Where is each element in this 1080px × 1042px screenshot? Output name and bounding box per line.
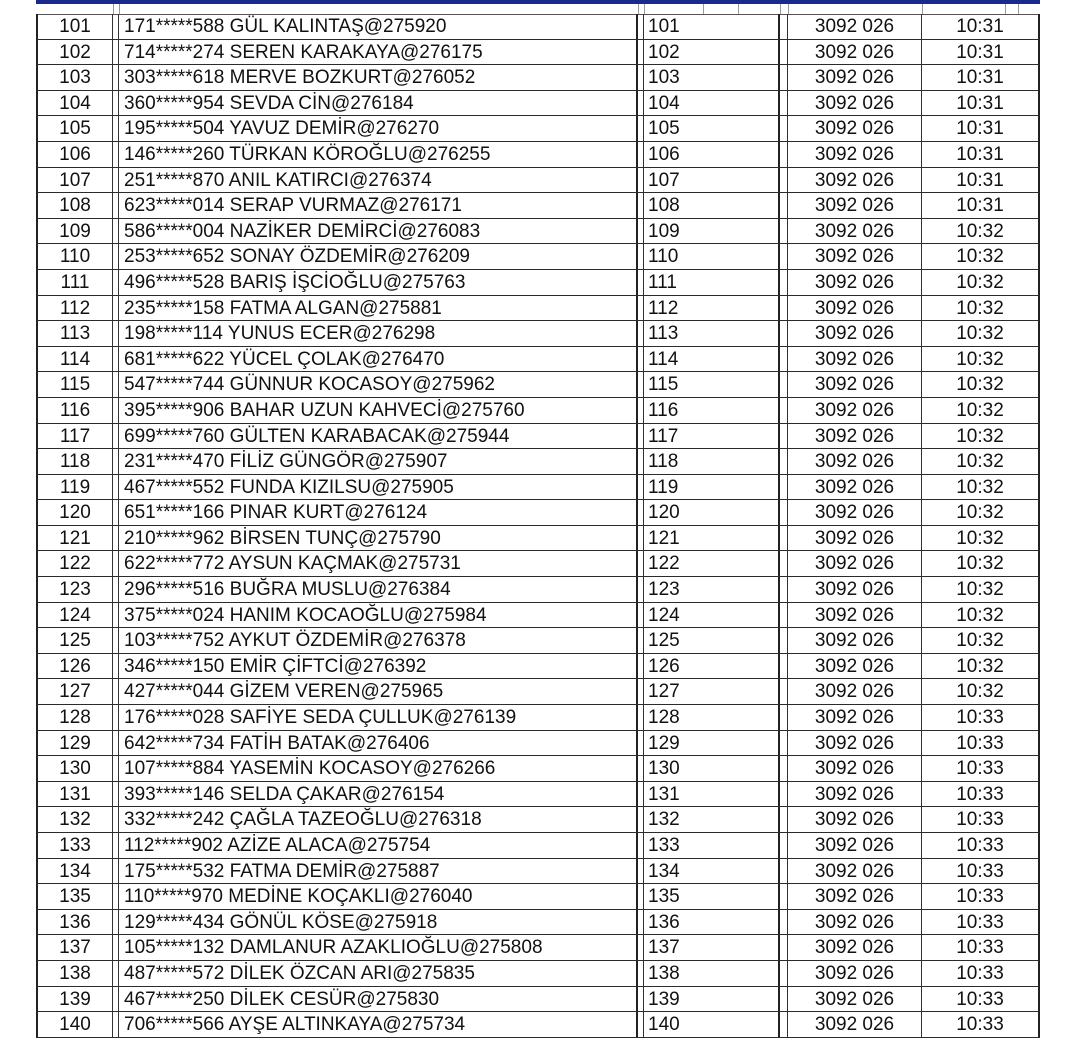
person-entry: 395*****906 BAHAR UZUN KAHVECİ@275760 (119, 398, 638, 424)
cell-spacer (780, 910, 788, 936)
time-value: 10:31 (922, 14, 1040, 40)
row-number: 105 (36, 116, 113, 142)
row-number: 124 (36, 603, 113, 629)
row-number: 112 (36, 296, 113, 322)
row-number: 106 (36, 142, 113, 168)
person-entry: 360*****954 SEVDA CİN@276184 (119, 91, 638, 117)
person-entry: 586*****004 NAZİKER DEMİRCİ@276083 (119, 219, 638, 245)
location-code: 3092 026 (788, 398, 922, 424)
person-entry: 176*****028 SAFİYE SEDA ÇULLUK@276139 (119, 705, 638, 731)
time-value: 10:32 (922, 577, 1040, 603)
row-number: 134 (36, 859, 113, 885)
results-table (36, 14, 1040, 1038)
location-code: 3092 026 (788, 296, 922, 322)
cell-spacer (780, 193, 788, 219)
person-entry: 681*****622 YÜCEL ÇOLAK@276470 (119, 347, 638, 373)
time-value: 10:32 (922, 475, 1040, 501)
table-row (36, 731, 1040, 757)
location-code: 3092 026 (788, 833, 922, 859)
table-row (36, 961, 1040, 987)
person-entry: 296*****516 BUĞRA MUSLU@276384 (119, 577, 638, 603)
table-row (36, 398, 1040, 424)
row-number: 121 (36, 526, 113, 552)
cell-spacer (780, 961, 788, 987)
location-code: 3092 026 (788, 500, 922, 526)
person-entry: 210*****962 BİRSEN TUNÇ@275790 (119, 526, 638, 552)
cell-spacer (780, 731, 788, 757)
row-number: 104 (36, 91, 113, 117)
person-entry: 547*****744 GÜNNUR KOCASOY@275962 (119, 372, 638, 398)
person-entry: 651*****166 PINAR KURT@276124 (119, 500, 638, 526)
sequence-number: 114 (644, 347, 780, 373)
location-code: 3092 026 (788, 321, 922, 347)
table-row (36, 782, 1040, 808)
sequence-number: 110 (644, 244, 780, 270)
person-entry: 171*****588 GÜL KALINTAŞ@275920 (119, 14, 638, 40)
location-code: 3092 026 (788, 756, 922, 782)
person-entry: 706*****566 AYŞE ALTINKAYA@275734 (119, 1012, 638, 1038)
person-entry: 622*****772 AYSUN KAÇMAK@275731 (119, 551, 638, 577)
row-number: 102 (36, 40, 113, 66)
location-code: 3092 026 (788, 449, 922, 475)
table-row (36, 424, 1040, 450)
table-row (36, 1012, 1040, 1038)
table-row (36, 91, 1040, 117)
time-value: 10:31 (922, 193, 1040, 219)
row-number: 127 (36, 679, 113, 705)
table-row (36, 500, 1040, 526)
row-number: 103 (36, 65, 113, 91)
row-number: 133 (36, 833, 113, 859)
cell-spacer (780, 424, 788, 450)
time-value: 10:32 (922, 424, 1040, 450)
cell-spacer (780, 987, 788, 1013)
table-row (36, 475, 1040, 501)
location-code: 3092 026 (788, 475, 922, 501)
row-number: 125 (36, 628, 113, 654)
time-value: 10:31 (922, 91, 1040, 117)
table-row (36, 628, 1040, 654)
location-code: 3092 026 (788, 807, 922, 833)
person-entry: 346*****150 EMİR ÇİFTCİ@276392 (119, 654, 638, 680)
row-number: 118 (36, 449, 113, 475)
table-row (36, 270, 1040, 296)
sequence-number: 103 (644, 65, 780, 91)
cell-spacer (780, 859, 788, 885)
cell-spacer (780, 142, 788, 168)
location-code: 3092 026 (788, 987, 922, 1013)
time-value: 10:31 (922, 40, 1040, 66)
sequence-number: 115 (644, 372, 780, 398)
person-entry: 110*****970 MEDİNE KOÇAKLI@276040 (119, 884, 638, 910)
sequence-number: 128 (644, 705, 780, 731)
person-entry: 714*****274 SEREN KARAKAYA@276175 (119, 40, 638, 66)
location-code: 3092 026 (788, 654, 922, 680)
location-code: 3092 026 (788, 1012, 922, 1038)
person-entry: 235*****158 FATMA ALGAN@275881 (119, 296, 638, 322)
row-number: 109 (36, 219, 113, 245)
row-number: 101 (36, 14, 113, 40)
location-code: 3092 026 (788, 142, 922, 168)
row-number: 108 (36, 193, 113, 219)
cell-spacer (780, 91, 788, 117)
location-code: 3092 026 (788, 526, 922, 552)
row-number: 136 (36, 910, 113, 936)
location-code: 3092 026 (788, 424, 922, 450)
cell-spacer (780, 116, 788, 142)
time-value: 10:32 (922, 372, 1040, 398)
person-entry: 496*****528 BARIŞ İŞCİOĞLU@275763 (119, 270, 638, 296)
location-code: 3092 026 (788, 782, 922, 808)
location-code: 3092 026 (788, 116, 922, 142)
table-row (36, 142, 1040, 168)
person-entry: 198*****114 YUNUS ECER@276298 (119, 321, 638, 347)
cell-spacer (780, 500, 788, 526)
table-row (36, 935, 1040, 961)
time-value: 10:33 (922, 731, 1040, 757)
table-row (36, 193, 1040, 219)
row-number: 138 (36, 961, 113, 987)
table-row (36, 526, 1040, 552)
location-code: 3092 026 (788, 603, 922, 629)
cell-spacer (780, 321, 788, 347)
table-row (36, 577, 1040, 603)
location-code: 3092 026 (788, 65, 922, 91)
cell-spacer (780, 1012, 788, 1038)
person-entry: 467*****552 FUNDA KIZILSU@275905 (119, 475, 638, 501)
cell-spacer (780, 628, 788, 654)
table-row (36, 679, 1040, 705)
row-number: 139 (36, 987, 113, 1013)
table-row (36, 654, 1040, 680)
person-entry: 253*****652 SONAY ÖZDEMİR@276209 (119, 244, 638, 270)
table-row (36, 14, 1040, 40)
table-row (36, 219, 1040, 245)
sequence-number: 118 (644, 449, 780, 475)
sequence-number: 130 (644, 756, 780, 782)
sequence-number: 117 (644, 424, 780, 450)
row-number: 128 (36, 705, 113, 731)
time-value: 10:32 (922, 449, 1040, 475)
cell-spacer (780, 782, 788, 808)
row-number: 113 (36, 321, 113, 347)
cell-spacer (780, 270, 788, 296)
row-number: 111 (36, 270, 113, 296)
location-code: 3092 026 (788, 577, 922, 603)
cell-spacer (780, 244, 788, 270)
time-value: 10:32 (922, 347, 1040, 373)
sequence-number: 121 (644, 526, 780, 552)
sequence-number: 124 (644, 603, 780, 629)
sequence-number: 131 (644, 782, 780, 808)
sequence-number: 122 (644, 551, 780, 577)
time-value: 10:32 (922, 398, 1040, 424)
sequence-number: 136 (644, 910, 780, 936)
time-value: 10:32 (922, 679, 1040, 705)
table-row (36, 372, 1040, 398)
cell-spacer (780, 168, 788, 194)
sequence-number: 126 (644, 654, 780, 680)
row-number: 114 (36, 347, 113, 373)
cell-spacer (780, 40, 788, 66)
table-row (36, 807, 1040, 833)
person-entry: 487*****572 DİLEK ÖZCAN ARI@275835 (119, 961, 638, 987)
table-row (36, 116, 1040, 142)
cell-spacer (780, 577, 788, 603)
cell-spacer (780, 372, 788, 398)
row-number: 117 (36, 424, 113, 450)
table-row (36, 65, 1040, 91)
sequence-number: 137 (644, 935, 780, 961)
location-code: 3092 026 (788, 372, 922, 398)
person-entry: 332*****242 ÇAĞLA TAZEOĞLU@276318 (119, 807, 638, 833)
row-number: 120 (36, 500, 113, 526)
location-code: 3092 026 (788, 193, 922, 219)
row-number: 115 (36, 372, 113, 398)
time-value: 10:31 (922, 65, 1040, 91)
sequence-number: 106 (644, 142, 780, 168)
time-value: 10:32 (922, 654, 1040, 680)
location-code: 3092 026 (788, 859, 922, 885)
sequence-number: 112 (644, 296, 780, 322)
sequence-number: 102 (644, 40, 780, 66)
table-row (36, 884, 1040, 910)
sequence-number: 120 (644, 500, 780, 526)
person-entry: 129*****434 GÖNÜL KÖSE@275918 (119, 910, 638, 936)
person-entry: 642*****734 FATİH BATAK@276406 (119, 731, 638, 757)
cell-spacer (780, 398, 788, 424)
cell-spacer (780, 347, 788, 373)
sequence-number: 105 (644, 116, 780, 142)
sequence-number: 111 (644, 270, 780, 296)
time-value: 10:31 (922, 168, 1040, 194)
location-code: 3092 026 (788, 270, 922, 296)
row-number: 110 (36, 244, 113, 270)
sequence-number: 116 (644, 398, 780, 424)
cell-spacer (780, 679, 788, 705)
row-number: 130 (36, 756, 113, 782)
sequence-number: 135 (644, 884, 780, 910)
location-code: 3092 026 (788, 14, 922, 40)
cell-spacer (780, 475, 788, 501)
time-value: 10:33 (922, 833, 1040, 859)
row-number: 116 (36, 398, 113, 424)
cell-spacer (780, 526, 788, 552)
sequence-number: 113 (644, 321, 780, 347)
time-value: 10:33 (922, 705, 1040, 731)
sequence-number: 109 (644, 219, 780, 245)
person-entry: 103*****752 AYKUT ÖZDEMİR@276378 (119, 628, 638, 654)
row-number: 122 (36, 551, 113, 577)
location-code: 3092 026 (788, 705, 922, 731)
cell-spacer (780, 551, 788, 577)
location-code: 3092 026 (788, 347, 922, 373)
row-number: 126 (36, 654, 113, 680)
table-row (36, 347, 1040, 373)
location-code: 3092 026 (788, 935, 922, 961)
person-entry: 699*****760 GÜLTEN KARABACAK@275944 (119, 424, 638, 450)
table-row (36, 321, 1040, 347)
table-row (36, 756, 1040, 782)
location-code: 3092 026 (788, 551, 922, 577)
person-entry: 112*****902 AZİZE ALACA@275754 (119, 833, 638, 859)
time-value: 10:33 (922, 756, 1040, 782)
sequence-number: 134 (644, 859, 780, 885)
sequence-number: 127 (644, 679, 780, 705)
time-value: 10:32 (922, 500, 1040, 526)
sequence-number: 139 (644, 987, 780, 1013)
time-value: 10:33 (922, 1012, 1040, 1038)
time-value: 10:32 (922, 219, 1040, 245)
sequence-number: 104 (644, 91, 780, 117)
person-entry: 107*****884 YASEMİN KOCASOY@276266 (119, 756, 638, 782)
cell-spacer (780, 833, 788, 859)
time-value: 10:33 (922, 910, 1040, 936)
table-row (36, 296, 1040, 322)
table-row (36, 40, 1040, 66)
sequence-number: 107 (644, 168, 780, 194)
row-number: 131 (36, 782, 113, 808)
person-entry: 195*****504 YAVUZ DEMİR@276270 (119, 116, 638, 142)
row-number: 123 (36, 577, 113, 603)
row-number: 140 (36, 1012, 113, 1038)
time-value: 10:32 (922, 321, 1040, 347)
time-value: 10:33 (922, 987, 1040, 1013)
location-code: 3092 026 (788, 961, 922, 987)
table-row (36, 449, 1040, 475)
sequence-number: 133 (644, 833, 780, 859)
time-value: 10:32 (922, 628, 1040, 654)
table-row (36, 168, 1040, 194)
row-number: 132 (36, 807, 113, 833)
row-number: 135 (36, 884, 113, 910)
sequence-number: 132 (644, 807, 780, 833)
location-code: 3092 026 (788, 244, 922, 270)
time-value: 10:33 (922, 961, 1040, 987)
cell-spacer (780, 296, 788, 322)
time-value: 10:33 (922, 782, 1040, 808)
cell-spacer (780, 219, 788, 245)
location-code: 3092 026 (788, 628, 922, 654)
sequence-number: 119 (644, 475, 780, 501)
row-number: 107 (36, 168, 113, 194)
person-entry: 393*****146 SELDA ÇAKAR@276154 (119, 782, 638, 808)
cell-spacer (780, 603, 788, 629)
location-code: 3092 026 (788, 884, 922, 910)
table-row (36, 705, 1040, 731)
sequence-number: 138 (644, 961, 780, 987)
row-number: 129 (36, 731, 113, 757)
table-row (36, 551, 1040, 577)
time-value: 10:33 (922, 859, 1040, 885)
time-value: 10:33 (922, 884, 1040, 910)
cell-spacer (780, 65, 788, 91)
location-code: 3092 026 (788, 168, 922, 194)
person-entry: 623*****014 SERAP VURMAZ@276171 (119, 193, 638, 219)
table-row (36, 910, 1040, 936)
person-entry: 427*****044 GİZEM VEREN@275965 (119, 679, 638, 705)
person-entry: 467*****250 DİLEK CESÜR@275830 (119, 987, 638, 1013)
time-value: 10:33 (922, 935, 1040, 961)
location-code: 3092 026 (788, 91, 922, 117)
table-row (36, 833, 1040, 859)
sequence-number: 123 (644, 577, 780, 603)
sequence-number: 125 (644, 628, 780, 654)
location-code: 3092 026 (788, 910, 922, 936)
time-value: 10:32 (922, 603, 1040, 629)
sequence-number: 108 (644, 193, 780, 219)
sequence-number: 101 (644, 14, 780, 40)
location-code: 3092 026 (788, 679, 922, 705)
time-value: 10:33 (922, 807, 1040, 833)
cell-spacer (780, 756, 788, 782)
person-entry: 375*****024 HANIM KOCAOĞLU@275984 (119, 603, 638, 629)
table-row (36, 859, 1040, 885)
cell-spacer (780, 935, 788, 961)
person-entry: 105*****132 DAMLANUR AZAKLIOĞLU@275808 (119, 935, 638, 961)
location-code: 3092 026 (788, 40, 922, 66)
table-row (36, 603, 1040, 629)
sequence-number: 140 (644, 1012, 780, 1038)
person-entry: 303*****618 MERVE BOZKURT@276052 (119, 65, 638, 91)
location-code: 3092 026 (788, 219, 922, 245)
person-entry: 231*****470 FİLİZ GÜNGÖR@275907 (119, 449, 638, 475)
cell-spacer (780, 705, 788, 731)
cell-spacer (780, 449, 788, 475)
person-entry: 175*****532 FATMA DEMİR@275887 (119, 859, 638, 885)
location-code: 3092 026 (788, 731, 922, 757)
cell-spacer (780, 654, 788, 680)
sequence-number: 129 (644, 731, 780, 757)
cell-spacer (780, 807, 788, 833)
table-row (36, 244, 1040, 270)
row-number: 137 (36, 935, 113, 961)
cell-spacer (780, 884, 788, 910)
person-entry: 251*****870 ANIL KATIRCI@276374 (119, 168, 638, 194)
time-value: 10:32 (922, 244, 1040, 270)
time-value: 10:32 (922, 270, 1040, 296)
person-entry: 146*****260 TÜRKAN KÖROĞLU@276255 (119, 142, 638, 168)
time-value: 10:32 (922, 526, 1040, 552)
table-row (36, 987, 1040, 1013)
time-value: 10:31 (922, 116, 1040, 142)
cell-spacer (780, 14, 788, 40)
time-value: 10:32 (922, 551, 1040, 577)
time-value: 10:31 (922, 142, 1040, 168)
row-number: 119 (36, 475, 113, 501)
time-value: 10:32 (922, 296, 1040, 322)
